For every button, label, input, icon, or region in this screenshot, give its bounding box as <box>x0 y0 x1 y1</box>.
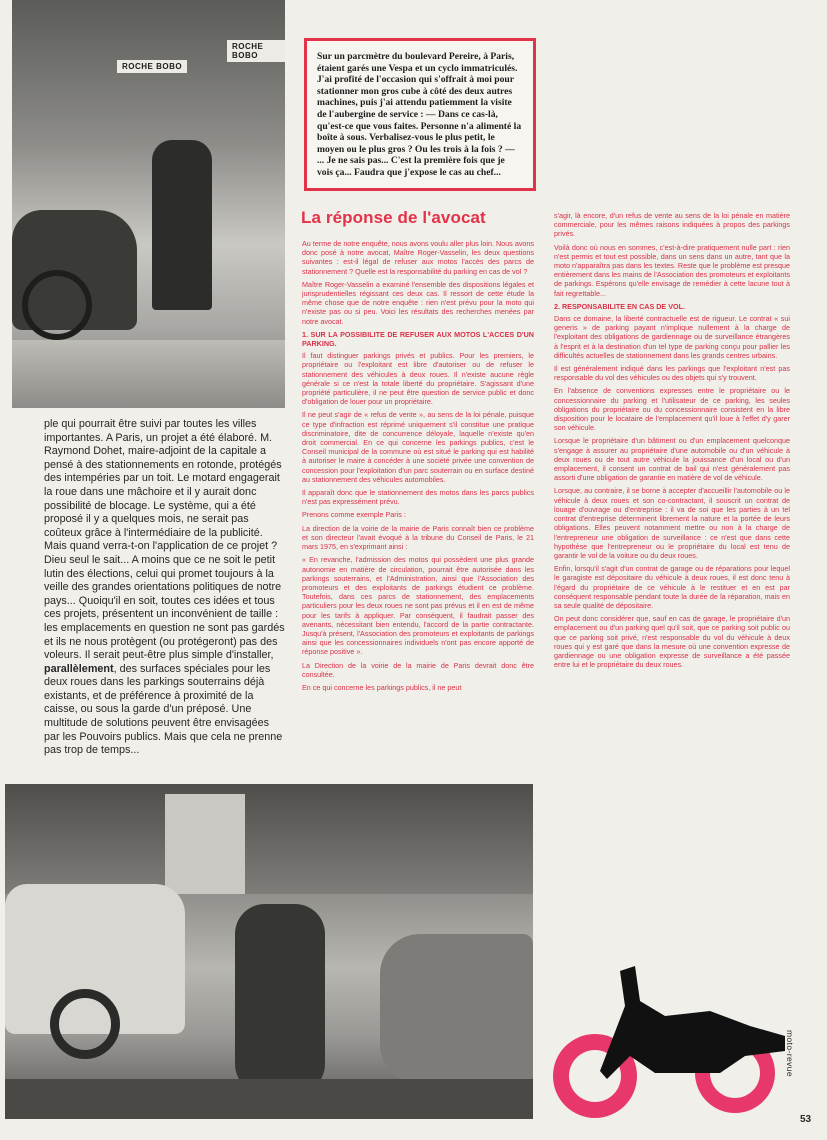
mid-paragraph: Il ne peut s'agir de « refus de vente », au sens de la loi pénale, puisque ce type d'infraction est réprimé uniquement s'il constitue une pratique discriminatoire, dite de concurrence déloyale, laquelle n'existe qu'en droit commercial. En ce qui concerne les parkings publics, c'est le Conseil municipal de la commune où est situé le parking qui est habilité à autoriser le maire à concéder à une société privée une convention de concession pour l'exploitation d'un parc souterrain ou en surface destiné au stationnement des véhicules automobiles. <box>302 410 534 484</box>
anecdote-text: Sur un parcmètre du boulevard Pereire, à Paris, étaient garés une Vespa et un cyclo immatriculés. J'ai profité de l'occasion qui s'offrait à moi pour stationner mon gros cube à côté des deux autres machines, puis j'ai attendu patiemment la visite de l'aubergine de service : — Dans ce cas-là, qu'est-ce que vous faites. Personne n'a alimenté la boîte à sous. Verbalisez-vous le plus petit, le moyen ou le plus gros ? Ou les trois à la fois ? — ... Je ne sais pas... C'est la première fois que je vois ça... Faudra que j'expose le cas au chef... <box>317 51 522 178</box>
pedestrian-figure <box>152 140 212 310</box>
page-number: 53 <box>800 1114 812 1125</box>
magazine-name: moto-revue <box>785 1030 795 1077</box>
article-column-middle <box>302 239 534 696</box>
right-paragraph: s'agir, là encore, d'un refus de vente au sens de la loi pénale en matière commerciale, pour les mêmes raisons indiquées à propos des parkings privés. <box>554 211 790 239</box>
article-column-right <box>554 211 790 673</box>
left-column-emphasis: parallèlement <box>44 662 114 675</box>
mid-paragraph: La Direction de la voirie de la mairie de Paris devrait donc être consultée. <box>302 660 534 679</box>
mid-paragraph: Prenons comme exemple Paris : <box>302 510 406 520</box>
motorcycle-silhouette-icon <box>545 961 795 1131</box>
mid-paragraph: En ce qui concerne les parkings publics, il ne peut <box>302 682 462 692</box>
street-photo-bottom <box>5 784 533 1119</box>
mid-paragraph: La direction de la voirie de la mairie de Paris connaît bien ce problème et son directeur l'avait évoqué à la tribune du Conseil de Paris, le 21 mars 1975, en s'exprimant ainsi : <box>302 523 534 552</box>
mid-paragraph: Maître Roger-Vasselin a examiné l'ensemble des dispositions légales et jurisprudentielles régissant ces deux cas. Il ressort de cette étude la même chose que de notre enquête : rien n'est prévu pour la moto qui n'existe pas ou si peu. Voici les résultats des recherches menées par notre avocat. <box>302 279 534 326</box>
mid-paragraph: Il apparaît donc que le stationnement des motos dans les parcs publics n'est pas expressément prévu. <box>302 488 534 507</box>
motorcycle-wheel <box>22 270 92 340</box>
street-photo-top <box>12 0 285 408</box>
left-column-text-end: , des surfaces spéciales pour les deux roues dans les parkings souterrains déjà existants, et de préférence à proximité de la caisse, ou sous la garde d'un préposé. Une multitude de solutions peuvent être envisagées par les Pouvoirs publics. Mais que cela ne prenne pas trop de temps... <box>44 662 283 757</box>
car-wheel <box>50 989 120 1059</box>
article-title: La réponse de l'avocat <box>301 208 486 227</box>
parked-car-right <box>380 934 533 1084</box>
right-paragraph: Lorsque le propriétaire d'un bâtiment ou d'un emplacement quelconque s'engage à assurer au propriétaire d'une automobile ou d'un véhicule à deux roues ou de tout autre véhicule la jouissance d'un local ou d'un emplacement, il consent un contrat de bail qui n'est généralement pas assorti d'une obligation de garantie en matière de vol de véhicule. <box>554 436 790 483</box>
anecdote-box <box>304 38 536 191</box>
shop-sign: ROCHE BOBO <box>117 60 187 73</box>
mid-paragraph: « En revanche, l'admission des motos qui possèdent une plus grande autonomie en matière de circulation, pourrait être autorisée dans les parkings souterrains, et l'Administration, ainsi que l'Association des promoteurs et des exploitants de parkings étudient ce problème. Toutefois, dans ces parcs de stationnement, des emplacements particuliers pour les deux roues ne sont pas prévus et il en est de même pour les tarifs à appliquer. Par conséquent, il faudrait passer des avenants, nécessitant bien entendu, l'accord de la partie contractante. Jusqu'à présent, l'Association des promoteurs et exploitants de parkings ainsi que les concessionnaires individuels n'ont pas encore apporté de réponse positive ». <box>302 555 534 657</box>
mid-paragraph: Il faut distinguer parkings privés et publics. Pour les premiers, le propriétaire ou l'exploitant est libre d'autoriser ou de refuser le stationnement des véhicules à deux roues. Il n'existe aucune règle générale si ce n'est la totale liberté du propriétaire. S'agissant d'une propriété particulière, il ne peut être question de service public et donc d'obligation de louer pour un propriétaire. <box>302 351 534 407</box>
motorcycle-bottom <box>235 904 325 1094</box>
road <box>5 1079 533 1119</box>
mid-paragraph: 1. SUR LA POSSIBILITE DE REFUSER AUX MOTOS L'ACCES D'UN PARKING. <box>302 329 534 349</box>
right-paragraph: Lorsque, au contraire, il se borne à accepter d'accueillir l'automobile ou le véhicule à deux roues et son co-contractant, il souscrit un contrat de louage d'ouvrage ou d'entreprise : il va de soi que les parties à un tel contrat d'entreprise déterminent librement la nature et la portée de leurs obligations. Elles peuvent notamment mettre ou non à la charge de l'entrepreneur une obligation de surveillance : ce n'est que dans cette hypothèse que l'entrepreneur ou le propriétaire du local est tenu de garantir le vol de la voiture ou du deux roues. <box>554 486 790 560</box>
right-paragraph: Enfin, lorsqu'il s'agit d'un contrat de garage ou de réparations pour lequel le garagiste est dépositaire du véhicule à deux roues, il est donc tenu à l'égard du propriétaire de ce véhicule à le restituer et en est par conséquent responsable pendant toute la durée de la réparation, mais en sa seule qualité de dépositaire. <box>554 564 790 610</box>
left-column-text: ple qui pourrait être suivi par toutes les villes importantes. A Paris, un projet a été élaboré. M. Raymond Dohet, maire-adjoint de la capitale a pensé à des stationnements en rotonde, protégés des intempéries par un toit. Le motard engagerait la roue dans une mâchoire et il y aurait donc possibilité de blocage. Le système, qui a été proposé il y a quelques mois, ne serait pas coûteux grâce à l'intermédiaire de la publicité. Mais quand verra-t-on l'application de ce projet ? Dieu seul le sait... A moins que ce ne soit le petit lutin des élections, celui qui promet toujours à la veille des grandes orientations politiques de notre pays... Quoiqu'il en soit, toutes ces idées et tous ces projets, présentent un inconvénient de taille : les emplacements en question ne sont pas gardés et ils ne nous protègent (ou protégeront) pas des voleurs. Il serait peut-être plus simple d'installer, <box>44 418 285 662</box>
shopfront <box>5 784 533 894</box>
right-paragraph: Dans ce domaine, la liberté contractuelle est de rigueur. Le contrat « sui generis » de parking payant n'implique nullement à la charge de l'exploitant des obligations de gardiennage ou de surveillance étrangères à l'esprit et à la destination d'un tel type de parking conçu pour pallier les difficultés actuelles de stationnement dans les grands centres urbains. <box>554 314 790 360</box>
shop-window <box>165 794 245 894</box>
right-paragraph: On peut donc considérer que, sauf en cas de garage, le propriétaire d'un emplacement ou d'un parking quel qu'il soit, que ce parking soit public ou que ce parking soit privé, n'est responsable du vol du véhicule à deux roues qui y est garé que dans la mesure où une convention expresse de gardiennage ou une obligation expresse de surveillance a été passée entre lui et le propriétaire du deux roues. <box>554 614 790 670</box>
pavement <box>12 340 285 408</box>
right-paragraph: Il est généralement indiqué dans les parkings que l'exploitant n'est pas responsable du vol des véhicules ou des objets qui s'y trouvent. <box>554 364 790 383</box>
right-paragraph: 2. RESPONSABILITE EN CAS DE VOL. <box>554 301 685 311</box>
article-column-left <box>44 418 287 758</box>
right-paragraph: En l'absence de conventions expresses entre le propriétaire ou le concessionnaire du parking et l'utilisateur de ce parking, les seules obligations du propriétaire ou du concessionnaire consistent en la libre disposition pour le locataire de l'emplacement qu'il loue à l'effet d'y garer son véhicule. <box>554 386 790 433</box>
right-paragraph: Voilà donc où nous en sommes, c'est-à-dire pratiquement nulle part : rien n'est permis et tout est possible, dans un sens dans un autre, tant que la moto n'apparaîtra pas dans les textes. Reste que le problème est presque entièrement dans les mains de l'Association des promoteurs et exploitants de parkings. Espérons qu'elle envisage de remédier à cette lacune tout à fait regrettable... <box>554 242 790 298</box>
mid-paragraph: Au terme de notre enquête, nous avons voulu aller plus loin. Nous avons donc posé à notre avocat, Maître Roger-Vasselin, les deux questions suivantes : est-il légal de refuser aux motos l'accès des parcs de stationnement ? Quelle est la responsabilité du parking en cas de vol ? <box>302 239 534 276</box>
shop-sign-2: ROCHE BOBO <box>227 40 285 62</box>
